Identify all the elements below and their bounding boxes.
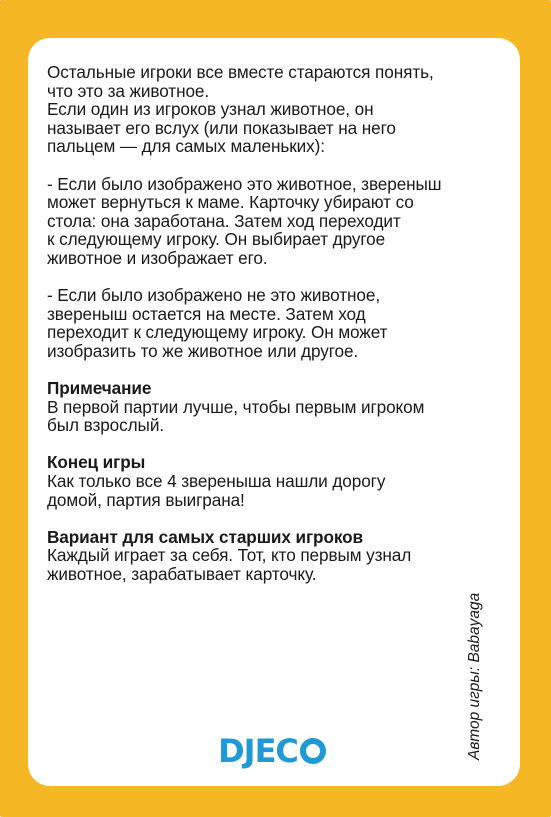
variant-section	[47, 528, 467, 584]
rule-wrong-guess: - Если было изображено не это животное, звереныш остается на месте. Затем ход переходит к следующему игроку. Он может изобразить то же животное или другое.	[47, 285, 388, 361]
note-body: В первой партии лучше, чтобы первым игроком был взрослый.	[47, 396, 425, 436]
rules-panel	[28, 38, 520, 786]
end-of-game-heading: Конец игры	[47, 452, 146, 473]
author-credit: Автор игры: Babayaga	[466, 592, 483, 760]
variant-body: Каждый играет за себя. Тот, кто первым узнал животное, зарабатывает карточку.	[47, 545, 412, 585]
rules-text	[47, 63, 467, 602]
note-section	[47, 379, 467, 435]
djeco-logo-o-ring	[300, 738, 326, 764]
end-of-game-section	[47, 453, 467, 509]
djeco-logo-letters: DJEC	[218, 732, 298, 770]
variant-heading: Вариант для самых старших игроков	[47, 526, 363, 547]
intro-paragraph: Остальные игроки все вместе стараются понять, что это за животное. Если один из игроков узнал животное, он называет его вслух (или показывает на него пальцем — для самых маленьких):	[47, 62, 434, 157]
note-heading: Примечание	[47, 378, 152, 399]
end-of-game-body: Как только все 4 звереныша нашли дорогу домой, партия выиграна!	[47, 471, 386, 510]
djeco-logo	[212, 733, 332, 769]
rule-correct-guess: - Если было изображено это животное, звереныш может вернуться к маме. Карточку убирают со стола: она заработана. Затем ход переходит к следующему игроку. Он выбирает другое животное и изображает его.	[47, 173, 442, 268]
